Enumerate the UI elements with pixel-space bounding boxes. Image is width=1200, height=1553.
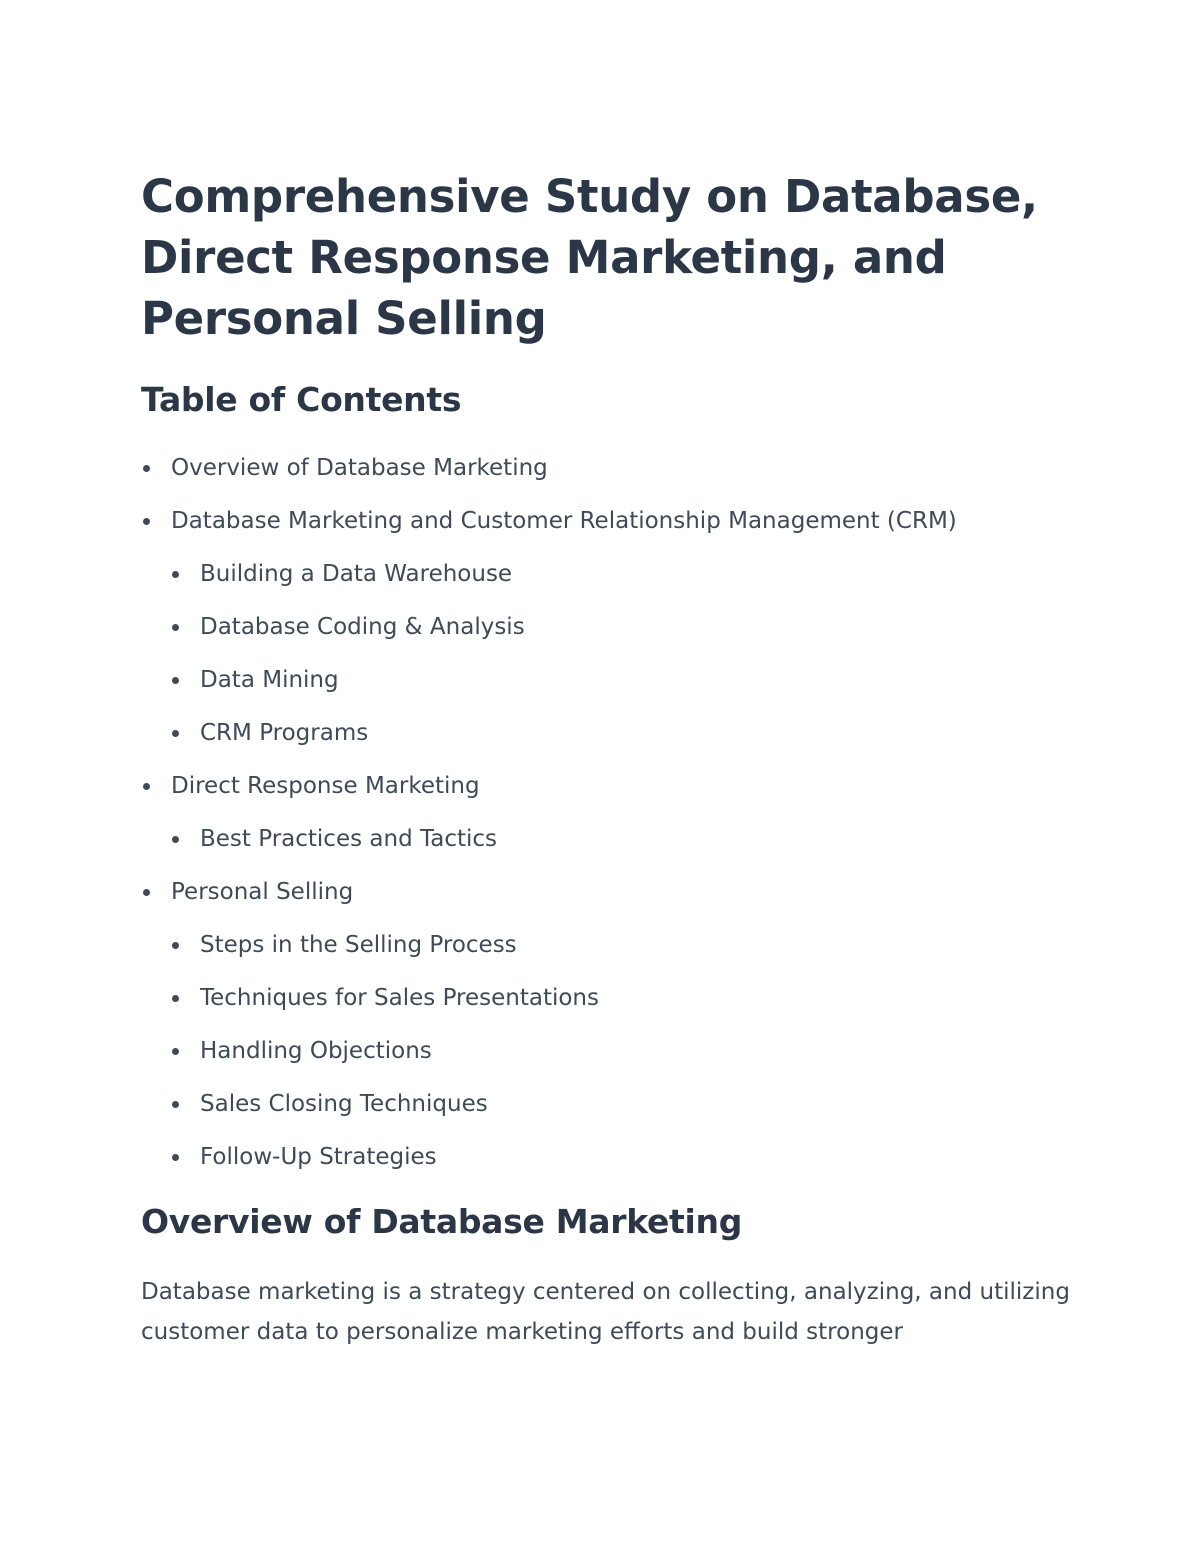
bullet-icon xyxy=(172,942,179,949)
toc-item xyxy=(141,707,957,760)
bullet-icon xyxy=(172,995,179,1002)
bullet-icon xyxy=(143,518,150,525)
toc-item xyxy=(141,1131,957,1184)
section-heading: Overview of Database Marketing xyxy=(141,1202,743,1241)
toc-item-label: Steps in the Selling Process xyxy=(200,932,517,958)
toc-item-label: CRM Programs xyxy=(200,720,369,746)
toc-item-label: Direct Response Marketing xyxy=(171,773,480,799)
toc-item xyxy=(141,760,957,813)
bullet-icon xyxy=(172,730,179,737)
bullet-icon xyxy=(172,677,179,684)
toc-item-label: Overview of Database Marketing xyxy=(171,455,548,481)
toc-item-label: Best Practices and Tactics xyxy=(200,826,498,852)
toc-item xyxy=(141,442,957,495)
toc-item-label: Follow-Up Strategies xyxy=(200,1144,437,1170)
toc-item-label: Database Marketing and Customer Relationship Management (CRM) xyxy=(171,508,957,534)
toc-item-label: Building a Data Warehouse xyxy=(200,561,513,587)
toc-item xyxy=(141,919,957,972)
toc-item-label: Techniques for Sales Presentations xyxy=(200,985,599,1011)
bullet-icon xyxy=(143,889,150,896)
toc-item-label: Data Mining xyxy=(200,667,339,693)
toc-item xyxy=(141,866,957,919)
document-title: Comprehensive Study on Database, Direct Response Marketing, and Personal Selling xyxy=(141,170,1038,345)
toc-item-label: Personal Selling xyxy=(171,879,354,905)
toc-item xyxy=(141,548,957,601)
toc-item-label: Handling Objections xyxy=(200,1038,432,1064)
bullet-icon xyxy=(143,783,150,790)
section-paragraph: Database marketing is a strategy centered on collecting, analyzing, and utilizing customer data to personalize marketing efforts and build stronger xyxy=(141,1279,1070,1345)
bullet-icon xyxy=(172,571,179,578)
toc-item-label: Database Coding & Analysis xyxy=(200,614,525,640)
bullet-icon xyxy=(172,1154,179,1161)
toc-item xyxy=(141,601,957,654)
toc-item xyxy=(141,495,957,548)
bullet-icon xyxy=(172,624,179,631)
bullet-icon xyxy=(172,1101,179,1108)
toc-item xyxy=(141,1078,957,1131)
toc-item xyxy=(141,1025,957,1078)
toc-item-label: Sales Closing Techniques xyxy=(200,1091,488,1117)
table-of-contents xyxy=(141,442,957,1184)
bullet-icon xyxy=(143,465,150,472)
bullet-icon xyxy=(172,836,179,843)
toc-item xyxy=(141,813,957,866)
toc-heading: Table of Contents xyxy=(141,380,462,419)
toc-item xyxy=(141,654,957,707)
bullet-icon xyxy=(172,1048,179,1055)
toc-item xyxy=(141,972,957,1025)
